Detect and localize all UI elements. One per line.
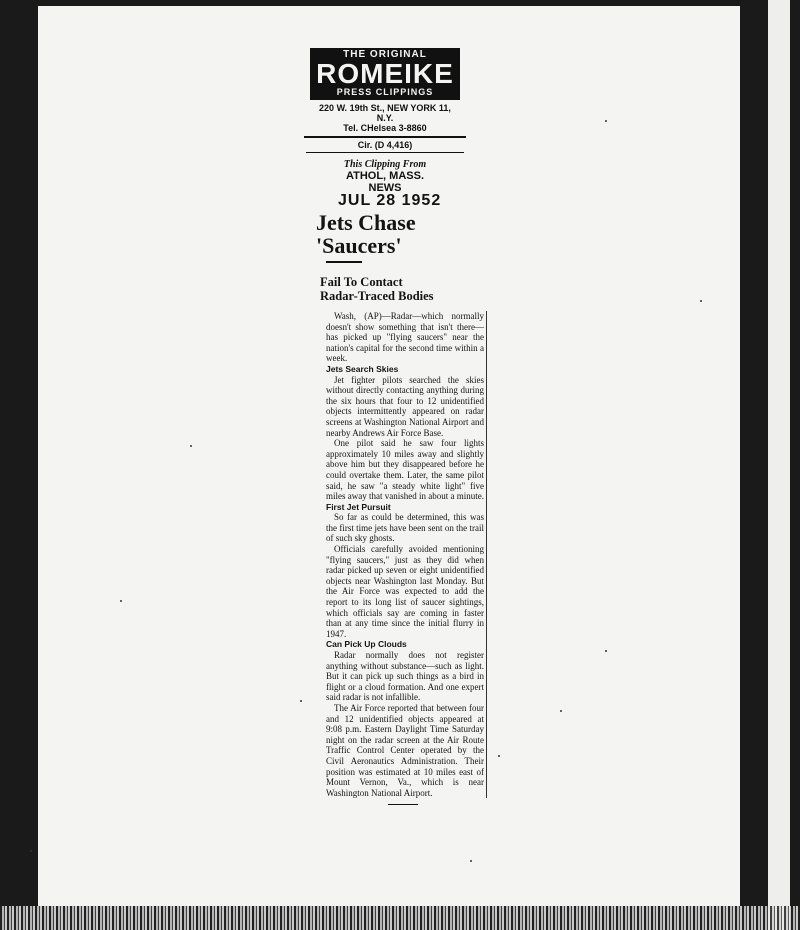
scan-speck [700,300,702,302]
paper-location: ATHOL, MASS. [345,170,424,182]
headline [316,211,484,257]
article-paragraph: Officials carefully avoided mentioning "flying saucers," just as they did when radar picked up seven or eight unidentified objects near Washington last Monday. But the Air Force was expected to add the report to its long list of saucer sightings, which officials say are coming in faster than at any time since the initial flurry in 1947. [326,544,484,639]
scan-speck [300,700,302,702]
logo-press-clippings: PRESS CLIPPINGS [336,87,434,97]
masthead-rule [304,136,466,138]
logo-brand: ROMEIKE [316,58,454,89]
scan-speck [605,650,607,652]
scan-speck [470,860,472,862]
clipping-masthead [310,48,460,194]
subheadline-line: Radar-Traced Bodies [320,289,434,303]
scan-speck [190,445,192,447]
logo-the-original: THE ORIGINAL [343,49,427,60]
clipping-from-label: This Clipping From [343,159,427,170]
scan-speck [498,755,500,757]
subheadline [320,275,484,303]
scan-speck [30,850,32,852]
scan-speck [560,710,562,712]
article-paragraph: Radar normally does not register anything without substance—such as light. But it can pick up such things as a bird in flight or a cloud formation. And one expert said radar is not infallible. [326,650,484,703]
scan-margin-strip [768,0,790,930]
article-paragraph: So far as could be determined, this was the first time jets have been sent on the trail of such sky ghosts. [326,512,484,544]
section-subhead: First Jet Pursuit [326,501,391,512]
headline-line: Jets Chase [316,210,416,235]
news-article [316,192,484,805]
subheadline-line: Fail To Contact [320,275,403,289]
circulation: Cir. (D 4,416) [357,140,413,150]
article-paragraph: Wash, (AP)—Radar—which normally doesn't show something that isn't there—has picked up "flying saucers" near the nation's capital for the second time within a week. [326,311,484,364]
telephone: Tel. CHelsea 3-8860 [343,123,427,133]
section-subhead: Jets Search Skies [326,363,399,374]
scan-bottom-edge [0,906,800,930]
romeike-logo [310,48,460,100]
article-paragraph: One pilot said he saw four lights approximately 10 miles away and slightly above him but they disappeared before he could overtake them. Later, the same pilot said, he saw "a steady white light" five miles away that vanished in about a minute. [326,438,484,502]
scan-speck [120,600,122,602]
end-rule [388,804,418,805]
paper-name: NEWS [368,182,402,194]
article-paragraph: The Air Force reported that between four and 12 unidentified objects appeared at 9:08 p.m. Eastern Daylight Time Saturday night on the radar screen at the Air Route Traffic Control Center operated by the Civil Aeronautics Administration. Their position was estimated at 10 miles east of Mount Vernon, Va., which is near Washington National Airport. [326,702,484,798]
headline-rule [326,261,362,263]
article-paragraph: Jet fighter pilots searched the skies without directly contacting anything during the six hours that four to 12 unidentified objects intermittently appeared on radar screens at Washington National Airport and nearby Andrews Air Force Base. [326,374,484,438]
masthead-rule-thin [306,152,464,153]
article-body [326,311,487,798]
address: 220 W. 19th St., NEW YORK 11, N.Y. [319,103,451,123]
section-subhead: Can Pick Up Clouds [326,639,407,650]
date-stamp: JUL 28 1952 [338,192,442,209]
headline-line: 'Saucers' [316,233,402,258]
scan-speck [605,120,607,122]
